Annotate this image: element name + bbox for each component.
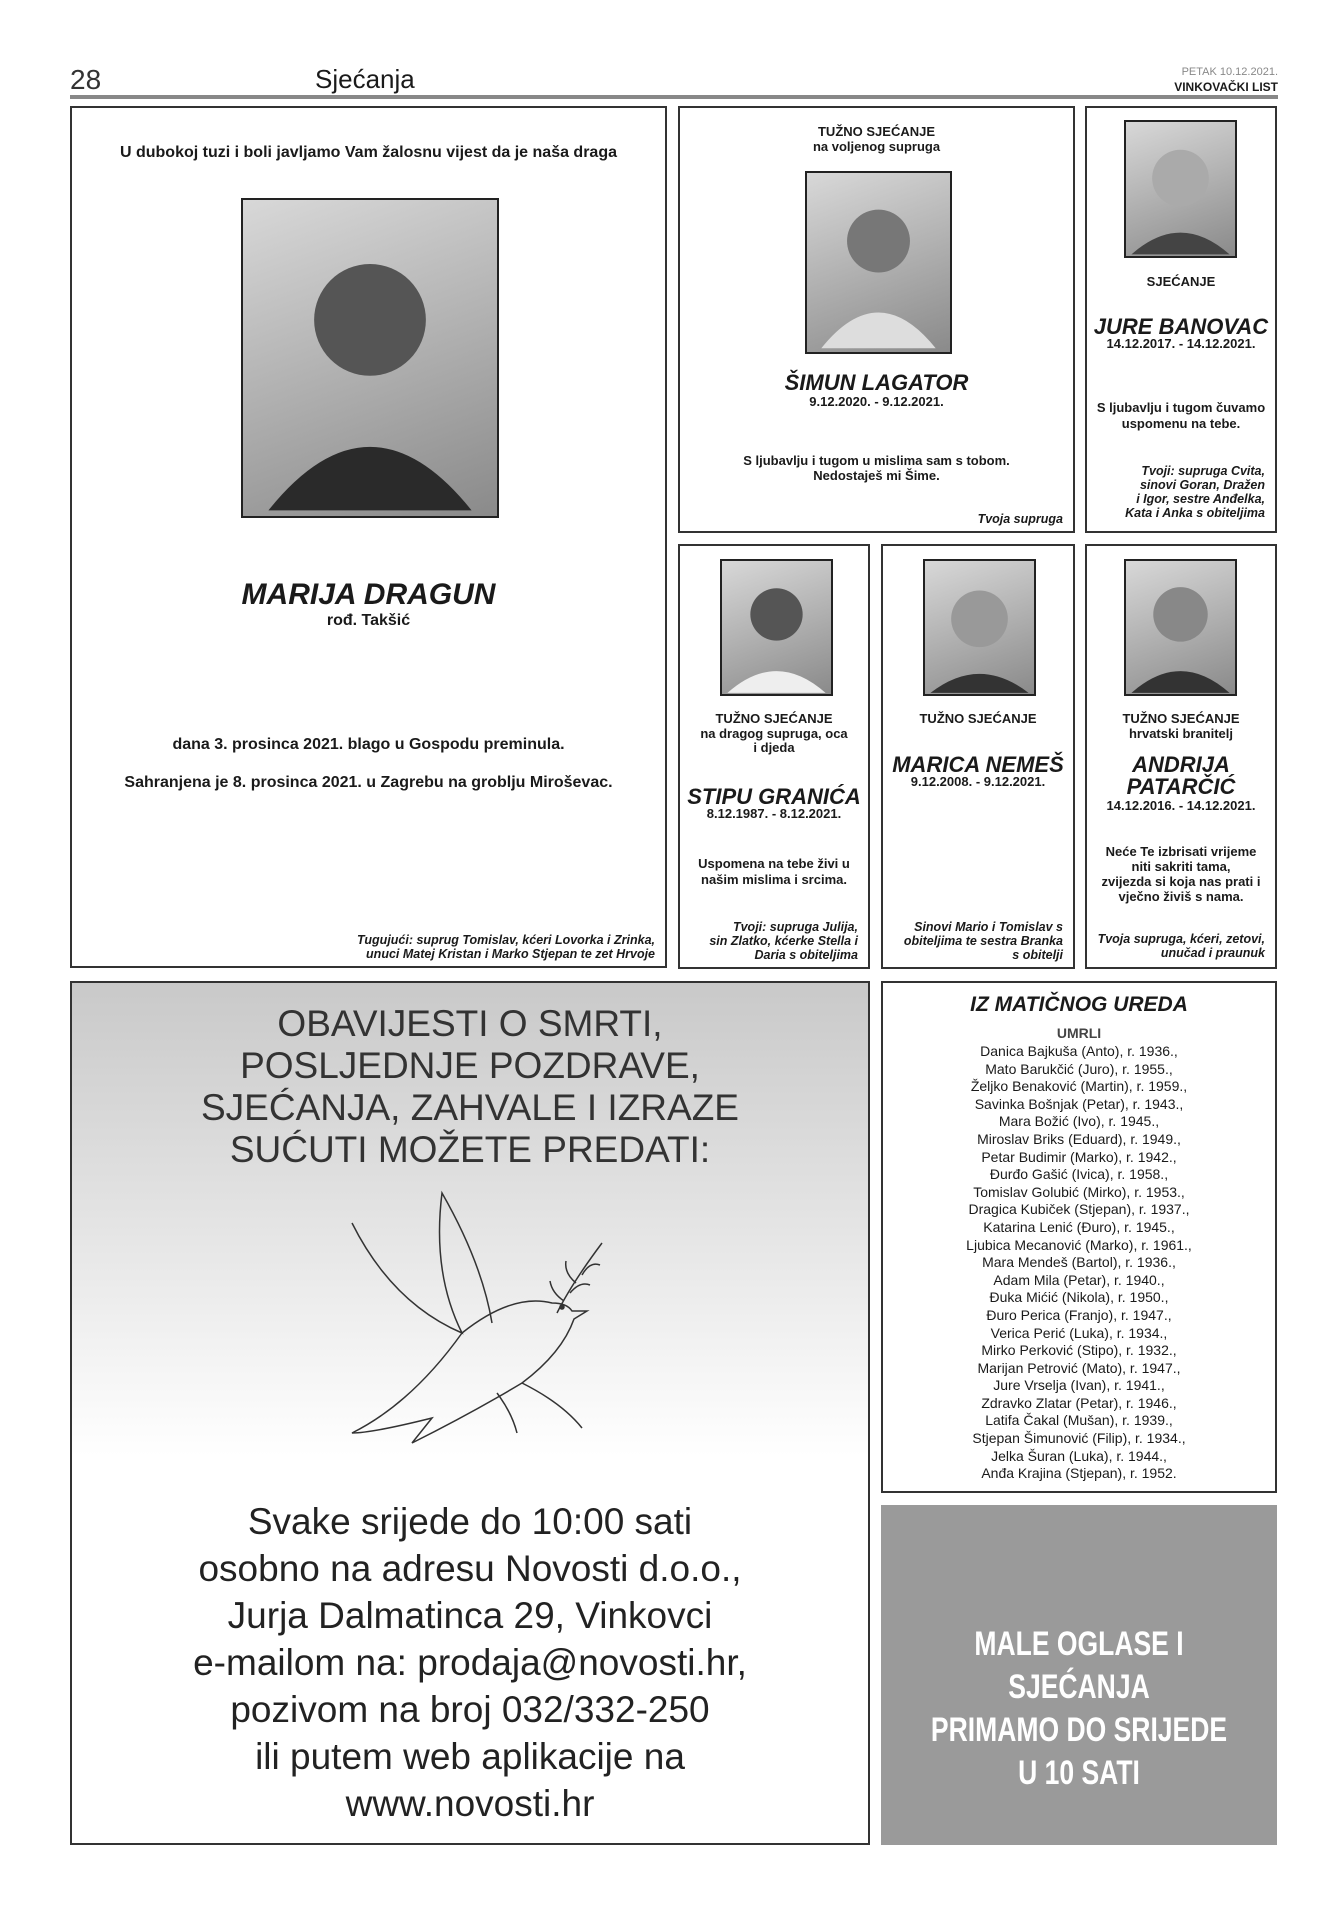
intro-text: U dubokoj tuzi i boli javljamo Vam žalosnu vijest da je naša draga (119, 144, 617, 161)
registry-entry: Mara Mendeš (Bartol), r. 1936., (982, 1254, 1176, 1271)
registry-entry: Mato Barukčić (Juro), r. 1955., (985, 1060, 1173, 1077)
ad-title-line: POSLJEDNJE POZDRAVE, (240, 1045, 700, 1086)
signature (904, 920, 1063, 962)
dates: 14.12.2017. - 14.12.2021. (1106, 336, 1256, 351)
signature-line: s obitelji (1012, 948, 1063, 962)
subheading: na dragog supruga, oca (700, 726, 848, 741)
subheading: na voljenog supruga (812, 139, 941, 154)
obituary-jure-banovac (1085, 106, 1277, 533)
heading: TUŽNO SJEĆANJE (919, 711, 1037, 726)
signature-line: i Igor, sestre Anđelka, (1136, 492, 1265, 506)
signature-line: obiteljima te sestra Branka (903, 934, 1063, 948)
dates: 14.12.2016. - 14.12.2021. (1106, 798, 1256, 813)
issue-date: PETAK 10.12.2021. (1181, 66, 1278, 78)
registry-entry: Đuro Perica (Franjo), r. 1947., (986, 1306, 1172, 1323)
portrait-photo (923, 559, 1036, 696)
ad-details (72, 1498, 868, 1827)
registry-title: IZ MATIČNOG UREDA (970, 993, 1188, 1016)
ad-line: osobno na adresu Novosti d.o.o., (198, 1548, 742, 1589)
signature-line: Kata i Anka s obiteljima (1125, 506, 1265, 520)
signature-line: Tvoji: supruga Julija, (732, 920, 858, 934)
obituary-stipu-granic (678, 544, 870, 969)
registry-entry: Zdravko Zlatar (Petar), r. 1946., (981, 1394, 1177, 1411)
signature-line: sin Zlatko, kćerke Stella i (709, 934, 858, 948)
message: Nedostaješ mi Šime. (813, 468, 940, 483)
message-line: vječno živiš s nama. (1118, 889, 1244, 904)
registry-entry: Katarina Lenić (Đuro), r. 1945., (983, 1218, 1175, 1235)
deceased-name: ŠIMUN LAGATOR (784, 370, 969, 395)
portrait-photo (1124, 120, 1237, 258)
deceased-name: MARICA NEMEŠ (892, 752, 1064, 777)
page-number: 28 (70, 64, 102, 95)
signature-line: Tvoja supruga, kćeri, zetovi, (1097, 932, 1265, 946)
registry-list (883, 1043, 1275, 1483)
ad-title-line: OBAVIJESTI O SMRTI, (277, 1003, 663, 1044)
registry-entry: Marijan Petrović (Mato), r. 1947., (977, 1359, 1181, 1376)
signature (357, 933, 655, 961)
registry-subtitle: UMRLI (1056, 1025, 1102, 1041)
deceased-name: JURE BANOVAC (1093, 314, 1269, 339)
deceased-name: STIPU GRANIĆA (687, 784, 861, 809)
portrait-photo (241, 198, 499, 518)
signature: Tvoja supruga (977, 512, 1063, 526)
ad-title-line: SJEĆANJA, ZAHVALE I IZRAZE (201, 1087, 739, 1128)
registry-entry: Đurđo Gašić (Ivica), r. 1958., (989, 1166, 1169, 1183)
header-rule (70, 95, 1278, 99)
ad-line: Svake srijede do 10:00 sati (247, 1501, 693, 1542)
ad-line: e-mailom na: prodaja@novosti.hr, (193, 1642, 747, 1683)
message: Uspomena na tebe živi u (698, 856, 850, 871)
registry-entry: Stjepan Šimunović (Filip), r. 1934., (972, 1430, 1186, 1447)
registry-entry: Miroslav Briks (Eduard), r. 1949., (977, 1130, 1181, 1147)
registry-entry: Anđa Krajina (Stjepan), r. 1952. (981, 1465, 1177, 1482)
heading: TUŽNO SJEĆANJE (715, 711, 833, 726)
dove-icon (312, 1183, 642, 1463)
registry-entry: Adam Mila (Petar), r. 1940., (993, 1271, 1165, 1288)
signature-line: Sinovi Mario i Tomislav s (914, 920, 1063, 934)
dates: 9.12.2020. - 9.12.2021. (809, 394, 944, 409)
message (1087, 844, 1275, 904)
classifieds-promo (881, 1505, 1277, 1845)
subheading: i djeda (753, 740, 795, 755)
signature-line: unučad i praunuk (1160, 946, 1265, 960)
signature-line: Tvoji: supruga Cvita, (1141, 464, 1265, 478)
message: S ljubavlju i tugom u mislima sam s tobom. (743, 453, 1010, 468)
portrait-photo (805, 171, 952, 354)
registry-entry: Dragica Kubiček (Stjepan), r. 1937., (968, 1201, 1190, 1218)
dates: 9.12.2008. - 9.12.2021. (910, 774, 1046, 789)
submission-info-ad (70, 981, 870, 1845)
section-title: Sjećanja (315, 64, 415, 94)
dates: 8.12.1987. - 8.12.2021. (706, 806, 842, 821)
registry-entry: Tomislav Golubić (Mirko), r. 1953., (973, 1183, 1185, 1200)
maiden-name: rođ. Takšić (326, 612, 411, 629)
promo-line: MALE OGLASE I SJEĆANJA (974, 1625, 1184, 1706)
registry-entry: Danica Bajkuša (Anto), r. 1936., (980, 1043, 1178, 1059)
obituary-andrija-patarcic (1085, 544, 1277, 969)
registry-entry: Jure Vrselja (Ivan), r. 1941., (993, 1377, 1165, 1394)
heading: TUŽNO SJEĆANJE (1122, 711, 1240, 726)
message-line: Neće Te izbrisati vrijeme (1105, 844, 1257, 859)
ad-line: Jurja Dalmatinca 29, Vinkovci (227, 1595, 713, 1636)
registry-entry: Ljubica Mecanović (Marko), r. 1961., (966, 1236, 1192, 1253)
signature (1098, 932, 1265, 960)
signature-line: Tugujući: suprug Tomislav, kćeri Lovorka i Zrinka, (357, 933, 655, 947)
message: našim mislima i srcima. (701, 872, 847, 887)
signature-line: unuci Matej Kristan i Marko Stjepan te zet Hrvoje (366, 947, 655, 961)
ad-line: pozivom na broj 032/332-250 (230, 1689, 710, 1730)
message-line: zvijezda si koja nas prati i (1101, 874, 1261, 889)
message-line: niti sakriti tama, (1131, 859, 1231, 874)
paper-name: VINKOVAČKI LIST (1174, 80, 1278, 94)
registry-entry: Mirko Perković (Stipo), r. 1932., (981, 1342, 1177, 1359)
signature (1125, 464, 1265, 520)
subheading: hrvatski branitelj (1128, 726, 1234, 741)
heading: SJEĆANJE (1146, 274, 1216, 289)
registry-entry: Jelka Šuran (Luka), r. 1944., (991, 1447, 1167, 1464)
message: uspomenu na tebe. (1121, 416, 1241, 431)
obituary-marica-nemes (881, 544, 1075, 969)
registry-entry: Đuka Mićić (Nikola), r. 1950., (989, 1289, 1169, 1306)
heading: TUŽNO SJEĆANJE (817, 124, 936, 139)
registry-entry: Latifa Čakal (Mušan), r. 1939., (985, 1412, 1173, 1429)
portrait-photo (1124, 559, 1237, 696)
registry-entry: Mara Božić (Ivo), r. 1945., (998, 1113, 1160, 1130)
notice-line: dana 3. prosinca 2021. blago u Gospodu preminula. (172, 736, 565, 753)
registry-entry: Željko Benaković (Martin), r. 1959., (970, 1078, 1188, 1095)
registry-deaths (881, 981, 1277, 1493)
deceased-name: ANDRIJA (1132, 752, 1230, 777)
registry-entry: Verica Perić (Luka), r. 1934., (990, 1324, 1168, 1341)
message: S ljubavlju i tugom čuvamo (1096, 400, 1266, 415)
obituary-simun-lagator (678, 106, 1075, 533)
registry-entry: Petar Budimir (Marko), r. 1942., (981, 1148, 1177, 1165)
signature-line: sinovi Goran, Dražen (1139, 478, 1265, 492)
obituary-marija-dragun (70, 106, 667, 968)
signature-line: Daria s obiteljima (754, 948, 858, 962)
promo-line: U 10 SATI (1018, 1754, 1140, 1792)
deceased-name: PATARČIĆ (1126, 774, 1236, 799)
portrait-photo (720, 559, 833, 696)
deceased-name: MARIJA DRAGUN (241, 578, 496, 611)
ad-title (72, 1003, 868, 1171)
ad-line: ili putem web aplikacije na (255, 1736, 685, 1777)
ad-title-line: SUĆUTI MOŽETE PREDATI: (229, 1129, 711, 1170)
registry-entry: Savinka Bošnjak (Petar), r. 1943., (974, 1095, 1184, 1112)
funeral-line: Sahranjena je 8. prosinca 2021. u Zagrebu na groblju Miroševac. (124, 774, 613, 791)
signature (709, 920, 858, 962)
promo-text (925, 1623, 1234, 1795)
promo-line: PRIMAMO DO SRIJEDE (930, 1711, 1228, 1749)
ad-line: www.novosti.hr (345, 1783, 595, 1824)
